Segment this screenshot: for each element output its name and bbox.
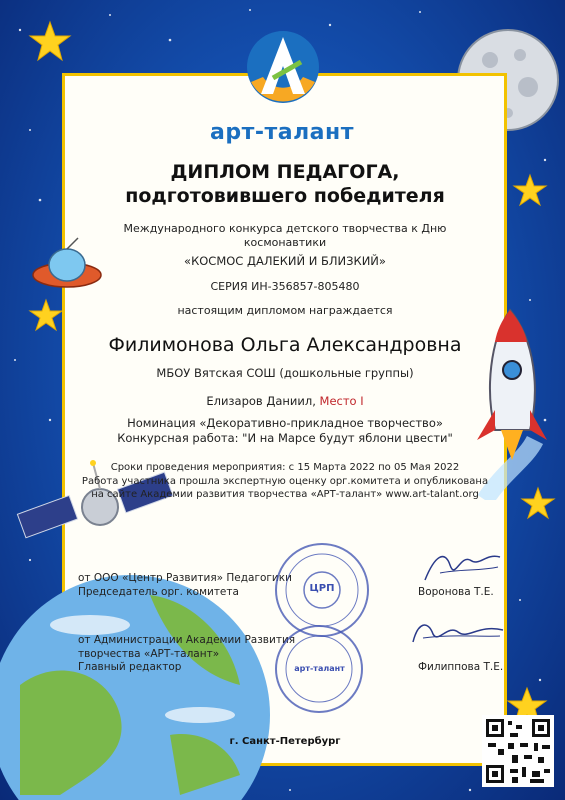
place-label: Место I [319, 394, 364, 408]
contest-name: «КОСМОС ДАЛЕКИЙ И БЛИЗКИЙ» [184, 254, 386, 268]
expert-line-1: Работа участника прошла экспертную оценку орг.комитета и опубликована [81, 476, 489, 487]
contest-line-2: космонавтики [243, 236, 327, 249]
title-line-1: ДИПЛОМ ПЕДАГОГА, [170, 161, 400, 183]
org1-person: Воронова Т.Е. [418, 586, 494, 598]
earth-icon [0, 565, 300, 800]
qr-code-icon [482, 715, 554, 787]
signature-voronova [420, 545, 505, 590]
org2-line-2: творчества «АРТ-талант» [78, 648, 220, 660]
org2-person: Филиппова Т.Е. [418, 661, 504, 673]
title-line-2: подготовившего победителя [125, 185, 445, 207]
logo-text: арт-талант [210, 120, 354, 145]
stamp-crp-text: ЦРП [309, 583, 335, 594]
organization: МБОУ Вятская СОШ (дошкольные группы) [156, 366, 414, 380]
star-icon [30, 22, 70, 60]
event-dates: Сроки проведения мероприятия: с 15 Марта 2022 по 05 Мая 2022 [110, 462, 460, 473]
participant-name: Елизаров Даниил, [206, 394, 316, 408]
city: г. Санкт-Петербург [229, 736, 341, 747]
contest-work: Конкурсная работа: "И на Марсе будут яблони цвести" [117, 431, 453, 445]
participant-line [65, 394, 505, 408]
awarded-text: настоящим дипломом награждается [177, 304, 393, 317]
expert-line-2: на сайте Академии развития творчества «АРТ-талант» www.art-talant.org [91, 489, 479, 500]
org2-line-3: Главный редактор [78, 661, 182, 673]
org2-line-1: от Администрации Академии Развития [78, 634, 296, 646]
art-talant-logo-icon [243, 22, 323, 120]
signature-filippova [408, 612, 508, 652]
org1-line-1: от ООО «Центр Развития» Педагогики [78, 572, 292, 584]
org1-line-2: Председатель орг. комитета [78, 586, 239, 598]
star-icon [30, 300, 62, 330]
star-icon [514, 175, 546, 205]
series-number: СЕРИЯ ИН-356857-805480 [210, 280, 360, 293]
nomination: Номинация «Декоративно-прикладное творчество» [127, 416, 443, 430]
teacher-name: Филимонова Ольга Александровна [108, 334, 462, 356]
contest-line-1: Международного конкурса детского творчества к Дню [123, 222, 447, 235]
stamp-art-talant-text: арт-талант [294, 664, 345, 673]
